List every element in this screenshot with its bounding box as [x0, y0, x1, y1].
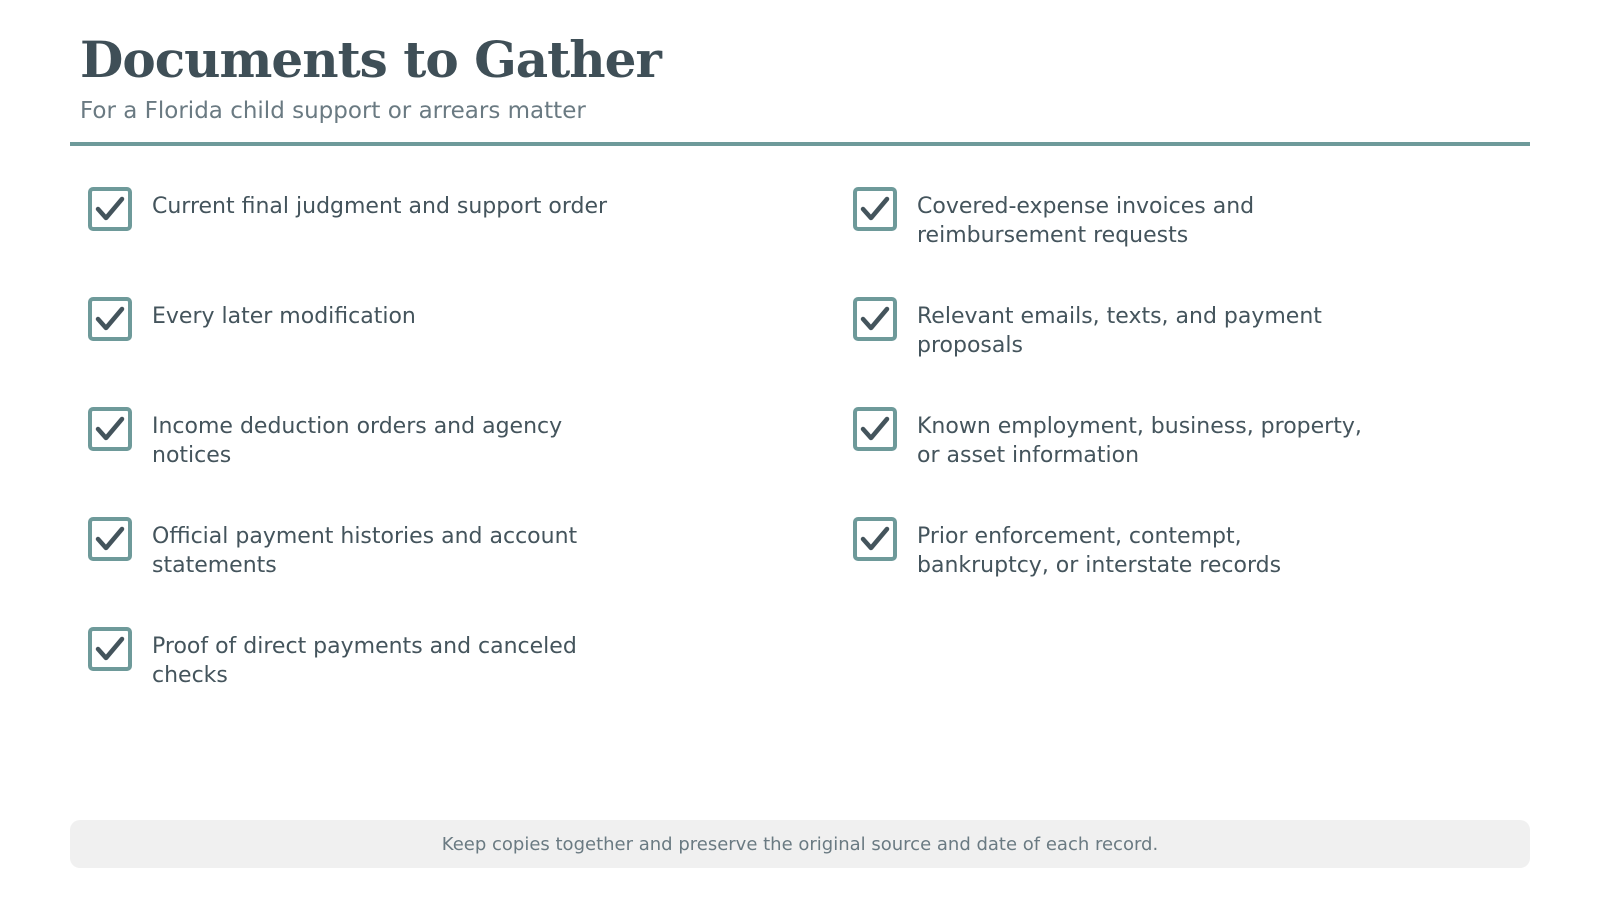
checklist-item	[853, 517, 1373, 580]
checklist-item-label: Covered-expense invoices and reimbursement requests	[917, 194, 1255, 248]
checklist-item	[853, 297, 1373, 360]
checkmark-icon	[93, 522, 127, 556]
checklist-item-label: Official payment histories and account statements	[152, 524, 578, 578]
checkmark-icon	[858, 192, 892, 226]
checklist-item	[88, 187, 608, 231]
checkmark-icon	[93, 412, 127, 446]
checklist-item	[88, 517, 608, 580]
footer-note: Keep copies together and preserve the original source and date of each record.	[441, 833, 1159, 855]
checkmark-icon	[93, 632, 127, 666]
checkmark-icon	[858, 412, 892, 446]
checkbox[interactable]	[88, 517, 132, 561]
checkmark-icon	[858, 302, 892, 336]
checkbox[interactable]	[88, 407, 132, 451]
checkmark-icon	[93, 302, 127, 336]
checklist-item	[853, 407, 1373, 470]
documents-checklist	[88, 187, 1508, 747]
checkbox[interactable]	[853, 297, 897, 341]
checklist-item-label: Known employment, business, property, or asset information	[917, 414, 1362, 468]
checklist-item	[88, 407, 608, 470]
checkmark-icon	[858, 522, 892, 556]
page-header	[80, 26, 1520, 126]
footer-note-bar	[70, 820, 1530, 868]
checklist-item-label: Proof of direct payments and canceled checks	[152, 634, 577, 688]
checklist-item	[88, 627, 608, 690]
header-divider	[70, 142, 1530, 146]
checkmark-icon	[93, 192, 127, 226]
checklist-item	[88, 297, 608, 341]
checkbox[interactable]	[853, 517, 897, 561]
page-subtitle: For a Florida child support or arrears matter	[80, 98, 586, 124]
checkbox[interactable]	[853, 407, 897, 451]
checklist-item-label: Prior enforcement, contempt, bankruptcy, or interstate records	[917, 524, 1282, 578]
checkbox[interactable]	[853, 187, 897, 231]
checklist-item-label: Relevant emails, texts, and payment proposals	[917, 304, 1322, 358]
checklist-item-label: Every later modification	[152, 304, 416, 329]
checklist-item-label: Income deduction orders and agency notices	[152, 414, 563, 468]
checkbox[interactable]	[88, 627, 132, 671]
checklist-item	[853, 187, 1373, 250]
checklist-item-label: Current final judgment and support order	[152, 194, 608, 219]
checkbox[interactable]	[88, 297, 132, 341]
checkbox[interactable]	[88, 187, 132, 231]
page-title: Documents to Gather	[80, 30, 661, 89]
